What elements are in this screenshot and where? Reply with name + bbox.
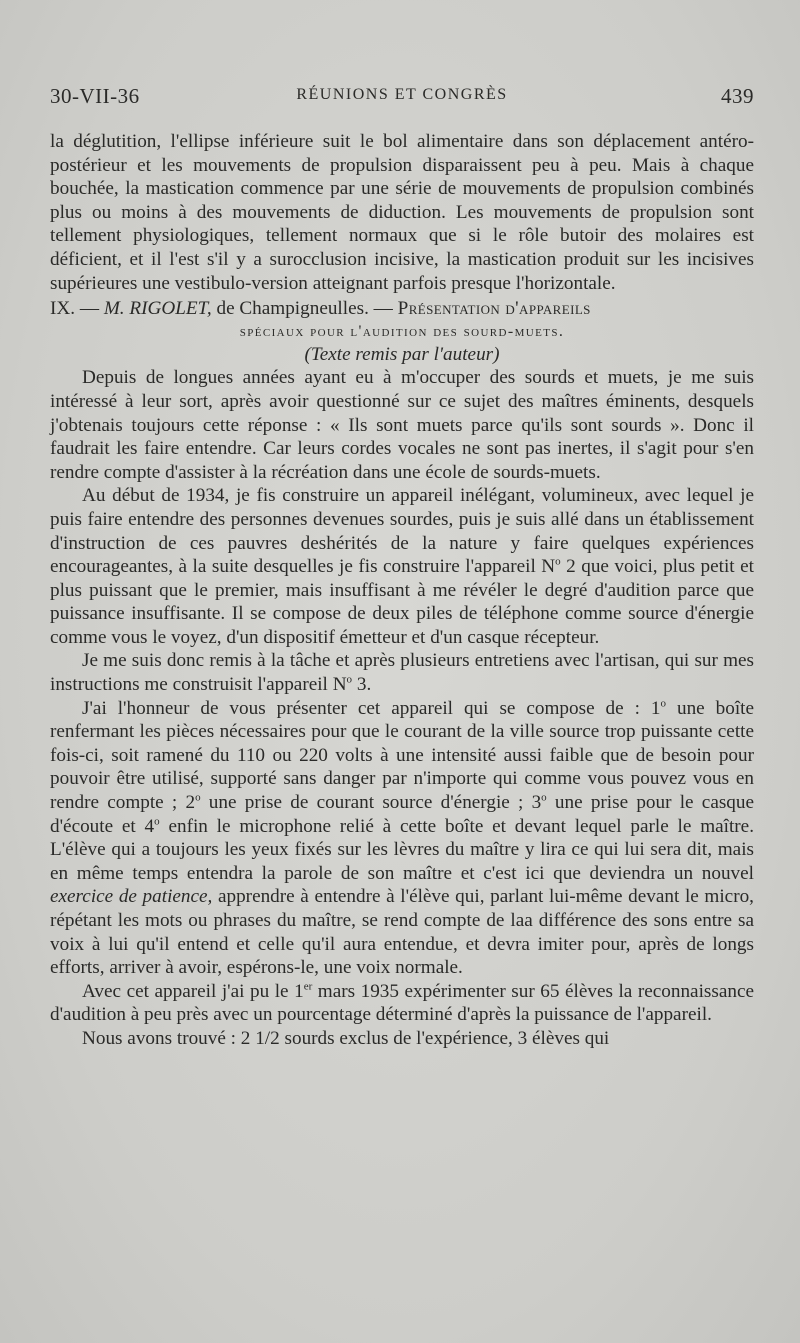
section-heading — [50, 297, 754, 343]
section-place: de Champigneulles. — — [211, 298, 398, 320]
paragraph-2 — [50, 484, 754, 649]
paragraph-6: Nous avons trouvé : 2 1/2 sourds exclus de l'expérience, 3 élèves qui — [82, 1027, 610, 1049]
page-body — [50, 130, 754, 1051]
running-header — [50, 84, 754, 114]
superscript: o — [555, 555, 561, 568]
section-number: IX. — — [50, 298, 104, 320]
paragraph-3-text-b: 3. — [352, 674, 372, 696]
paragraph-2-text-b: 2 que voici, plus petit et plus puissant que le premier, mais insuffisant à me révéler le degré d'audition parce que puissance insuffisante. Il se compose de deux piles de téléphone comme source d'énergie comme vous le voyez, d'un dispositif émetteur et d'un casque récepteur. — [50, 556, 754, 648]
superscript: o — [346, 673, 353, 686]
section-note: (Texte remis par l'auteur) — [304, 343, 500, 365]
paragraph-5-text-b: mars 1935 expérimenter sur 65 élèves la reconnaissance d'audition à peu près avec un pourcentage déterminé d'après la puissance de l'appareil. — [50, 980, 754, 1026]
section-title-line1: Présentation d'appareils — [397, 298, 591, 320]
paragraph-4-text-d: une prise pour le casque d'écoute et 4 — [50, 792, 755, 837]
header-title: RÉUNIONS ET CONGRÈS — [296, 86, 508, 103]
paragraph-3 — [50, 649, 754, 696]
paragraph-5 — [50, 980, 754, 1027]
paragraph-4-text-e: enfin le microphone relié à cette boîte et devant lequel parle le maître. L'élève qui a toujours les yeux fixés sur les lèvres du maître y lira ce qui lui sera dit, mais en même temps entendra la parole de son maître et c'est ici que deviendra un nouvel — [50, 815, 754, 884]
superscript: o — [541, 791, 547, 804]
paragraph-4-emphasis: exercice de patience, — [50, 886, 213, 908]
superscript: o — [195, 791, 201, 804]
section-title-line2: spéciaux pour l'audition des sourd-muets. — [239, 322, 565, 340]
superscript: o — [154, 815, 160, 828]
paragraph-2-text-a: Au début de 1934, je fis construire un appareil inélégant, volumineux, avec lequel je puis faire entendre des personnes devenues sourdes, puis je suis allé dans un établissement d'instruction de ces pauvres deshérités de la nature y faire quelques expériences encourageantes, à la suite desquelles je fis construire l'appareil N — [50, 485, 754, 578]
paragraph-4-text-a: J'ai l'honneur de vous présenter cet appareil qui se compose de : 1 — [82, 697, 661, 719]
paragraph-4 — [50, 697, 754, 980]
paragraph-5-text-a: Avec cet appareil j'ai pu le 1 — [82, 980, 304, 1002]
paragraph-3-text-a: Je me suis donc remis à la tâche et après plusieurs entretiens avec l'artisan, qui sur mes instructions me construisit l'appareil N — [50, 650, 754, 696]
paragraph-1: Depuis de longues années ayant eu à m'occuper des sourds et muets, je me suis intéressé à leur sort, après avoir questionné sur ce sujet des maîtres éminents, desquels j'obtenais toujours cette réponse : « Ils sont muets parce qu'ils sont sourds ». Donc il faudrait les faire entendre. Car leurs cordes vocales ne sont pas inertes, il s'agit pour s'en rendre compte d'assister à la récréation dans une école de sourds-muets. — [50, 367, 754, 483]
header-date: 30-VII-36 — [50, 84, 140, 108]
section-author: M. RIGOLET, — [103, 298, 212, 320]
superscript: er — [303, 980, 313, 993]
page-number: 439 — [721, 84, 754, 108]
paragraph-4-text-f: apprendre à entendre à l'élève qui, parlant lui-même devant le micro, répétant les mots ou phrases du maître, se rend compte de laa différence des sons entre sa voix à lui qu'il entend et celle qu'il aura entendue, et devra imiter pour, après de longs efforts, arriver à avoir, espérons-le, une voix normale. — [50, 886, 754, 979]
paragraph-continued: la déglutition, l'ellipse inférieure suit le bol alimentaire dans son déplacement antéro-postérieur et les mouvements de propulsion disparaissent peu à peu. Mais à chaque bouchée, la mastication commence par une série de mouvements de propulsion combinés plus ou moins à des mouvements de diduction. Les mouvements de propulsion sont tellement physiologiques, tellement normaux que si le rôle butoir des molaires est déficient, et il l'est s'il y a surocclusion incisive, la mastication produit sur les incisives supérieures une vestibulo-version atteignant parfois presque l'horizontale. — [50, 131, 754, 294]
superscript: o — [660, 697, 667, 710]
paragraph-4-text-b: une boîte renfermant les pièces nécessaires pour que le courant de la ville source trop puissante cette fois-ci, soit ramené du 110 ou 220 volts à une intensité aussi faible que de besoin pour pouvoir être utilisé, supporté sans danger par n'importe qui comme vous pouvez vous en rendre compte ; 2 — [50, 697, 755, 814]
paragraph-4-text-c: une prise de courant source d'énergie ; 3 — [200, 792, 542, 814]
